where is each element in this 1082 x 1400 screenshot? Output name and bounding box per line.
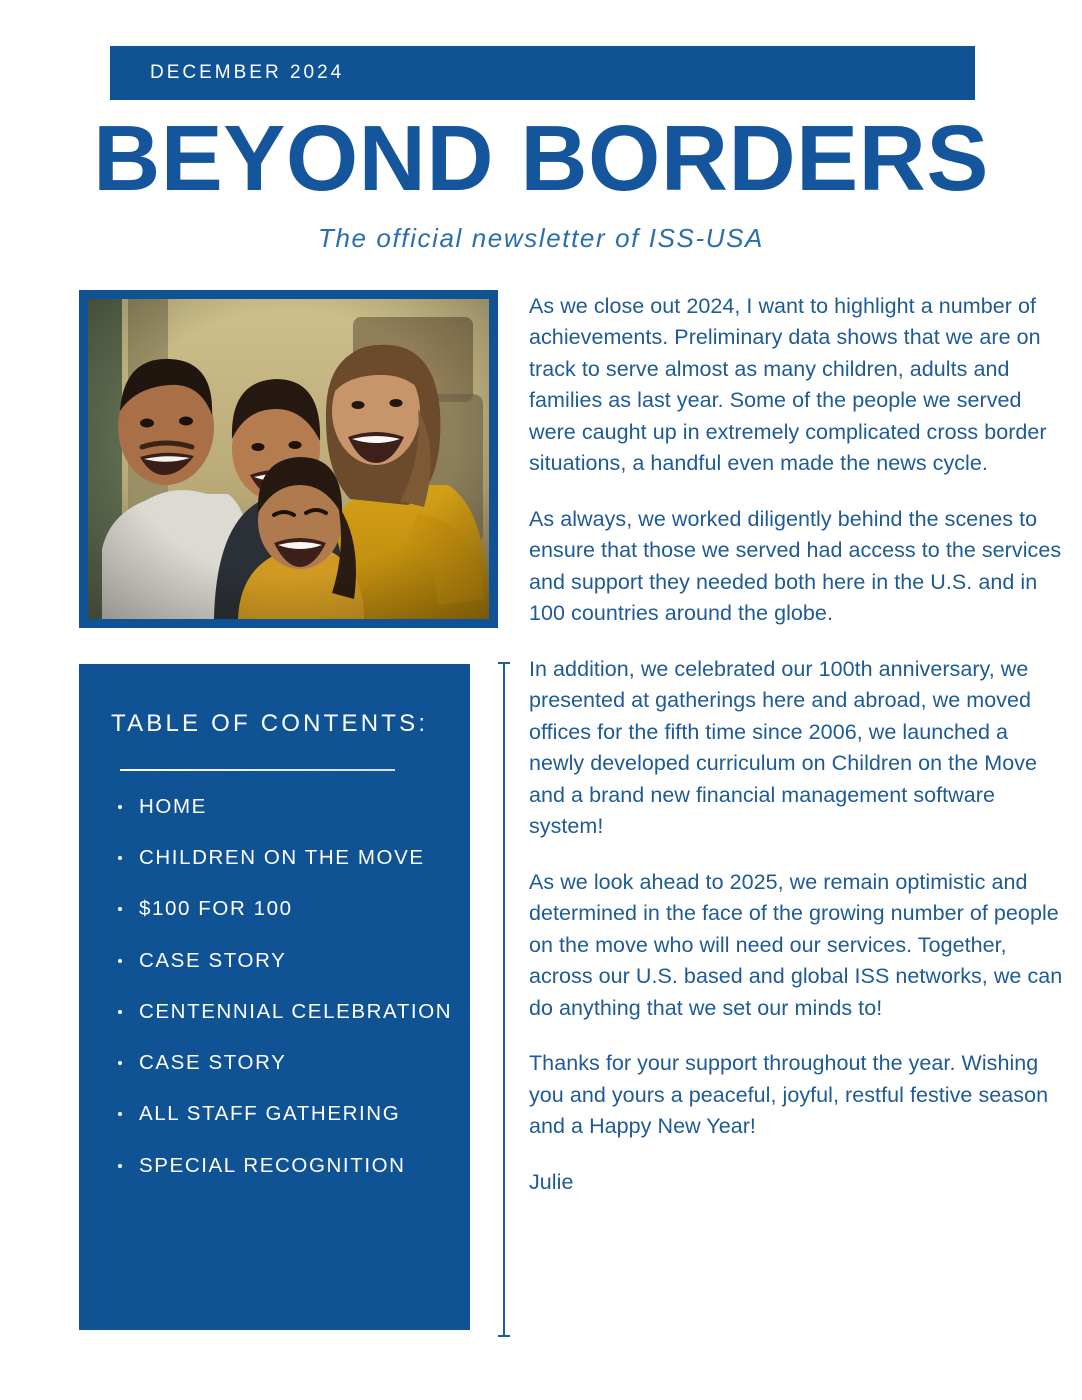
- toc-item-all-staff-gathering[interactable]: ALL STAFF GATHERING: [109, 1101, 454, 1127]
- toc-item-100-for-100[interactable]: $100 FOR 100: [109, 896, 454, 922]
- letter-body: [529, 291, 1069, 1198]
- toc-item-children-on-the-move[interactable]: CHILDREN ON THE MOVE: [109, 845, 454, 871]
- page-title: BEYOND BORDERS: [93, 106, 989, 210]
- letter-paragraph-2: As always, we worked diligently behind the scenes to ensure that those we served had access to the services and support they needed both here in the U.S. and in 100 countries around the globe.: [529, 506, 1062, 626]
- toc-item-special-recognition[interactable]: SPECIAL RECOGNITION: [109, 1153, 454, 1179]
- cover-photo-frame: [79, 290, 498, 628]
- toc-item-case-story-2[interactable]: CASE STORY: [109, 1050, 454, 1076]
- toc-item-case-story-1[interactable]: CASE STORY: [109, 948, 454, 974]
- divider-stem: [503, 662, 505, 1337]
- toc-item-centennial-celebration[interactable]: CENTENNIAL CELEBRATION: [109, 999, 454, 1025]
- table-of-contents: [79, 664, 470, 1330]
- column-divider: [498, 662, 510, 1337]
- toc-item-home[interactable]: HOME: [109, 794, 454, 820]
- toc-list: [109, 794, 454, 1204]
- cover-photo: [88, 299, 489, 619]
- letter-signature: Julie: [529, 1169, 574, 1194]
- letter-paragraph-1: As we close out 2024, I want to highlight a number of achievements. Preliminary data shows that we are on track to serve almost as many children, adults and families as last year. Some of the people we served were caught up in extremely complicated cross border situations, a handful even made the news cycle.: [529, 294, 1047, 476]
- issue-date-label: DECEMBER 2024: [150, 62, 345, 83]
- page-subtitle: The official newsletter of ISS-USA: [318, 223, 764, 253]
- toc-heading: TABLE OF CONTENTS:: [111, 710, 429, 737]
- divider-cap-bottom: [498, 1335, 510, 1337]
- letter-paragraph-4: As we look ahead to 2025, we remain optimistic and determined in the face of the growing number of people on the move who will need our services. Together, across our U.S. based and global ISS networks, we can do anything that we set our minds to!: [529, 869, 1063, 1020]
- family-photo-illustration: [88, 299, 489, 619]
- toc-divider-rule: [120, 769, 395, 771]
- letter-paragraph-3: In addition, we celebrated our 100th anniversary, we presented at gatherings here and abroad, we moved offices for the fifth time since 2006, we launched a newly developed curriculum on Children on the Move and a brand new financial management software system!: [529, 656, 1038, 839]
- date-banner: [110, 46, 975, 100]
- letter-paragraph-5: Thanks for your support throughout the year. Wishing you and yours a peaceful, joyful, restful festive season and a Happy New Year!: [529, 1051, 1049, 1139]
